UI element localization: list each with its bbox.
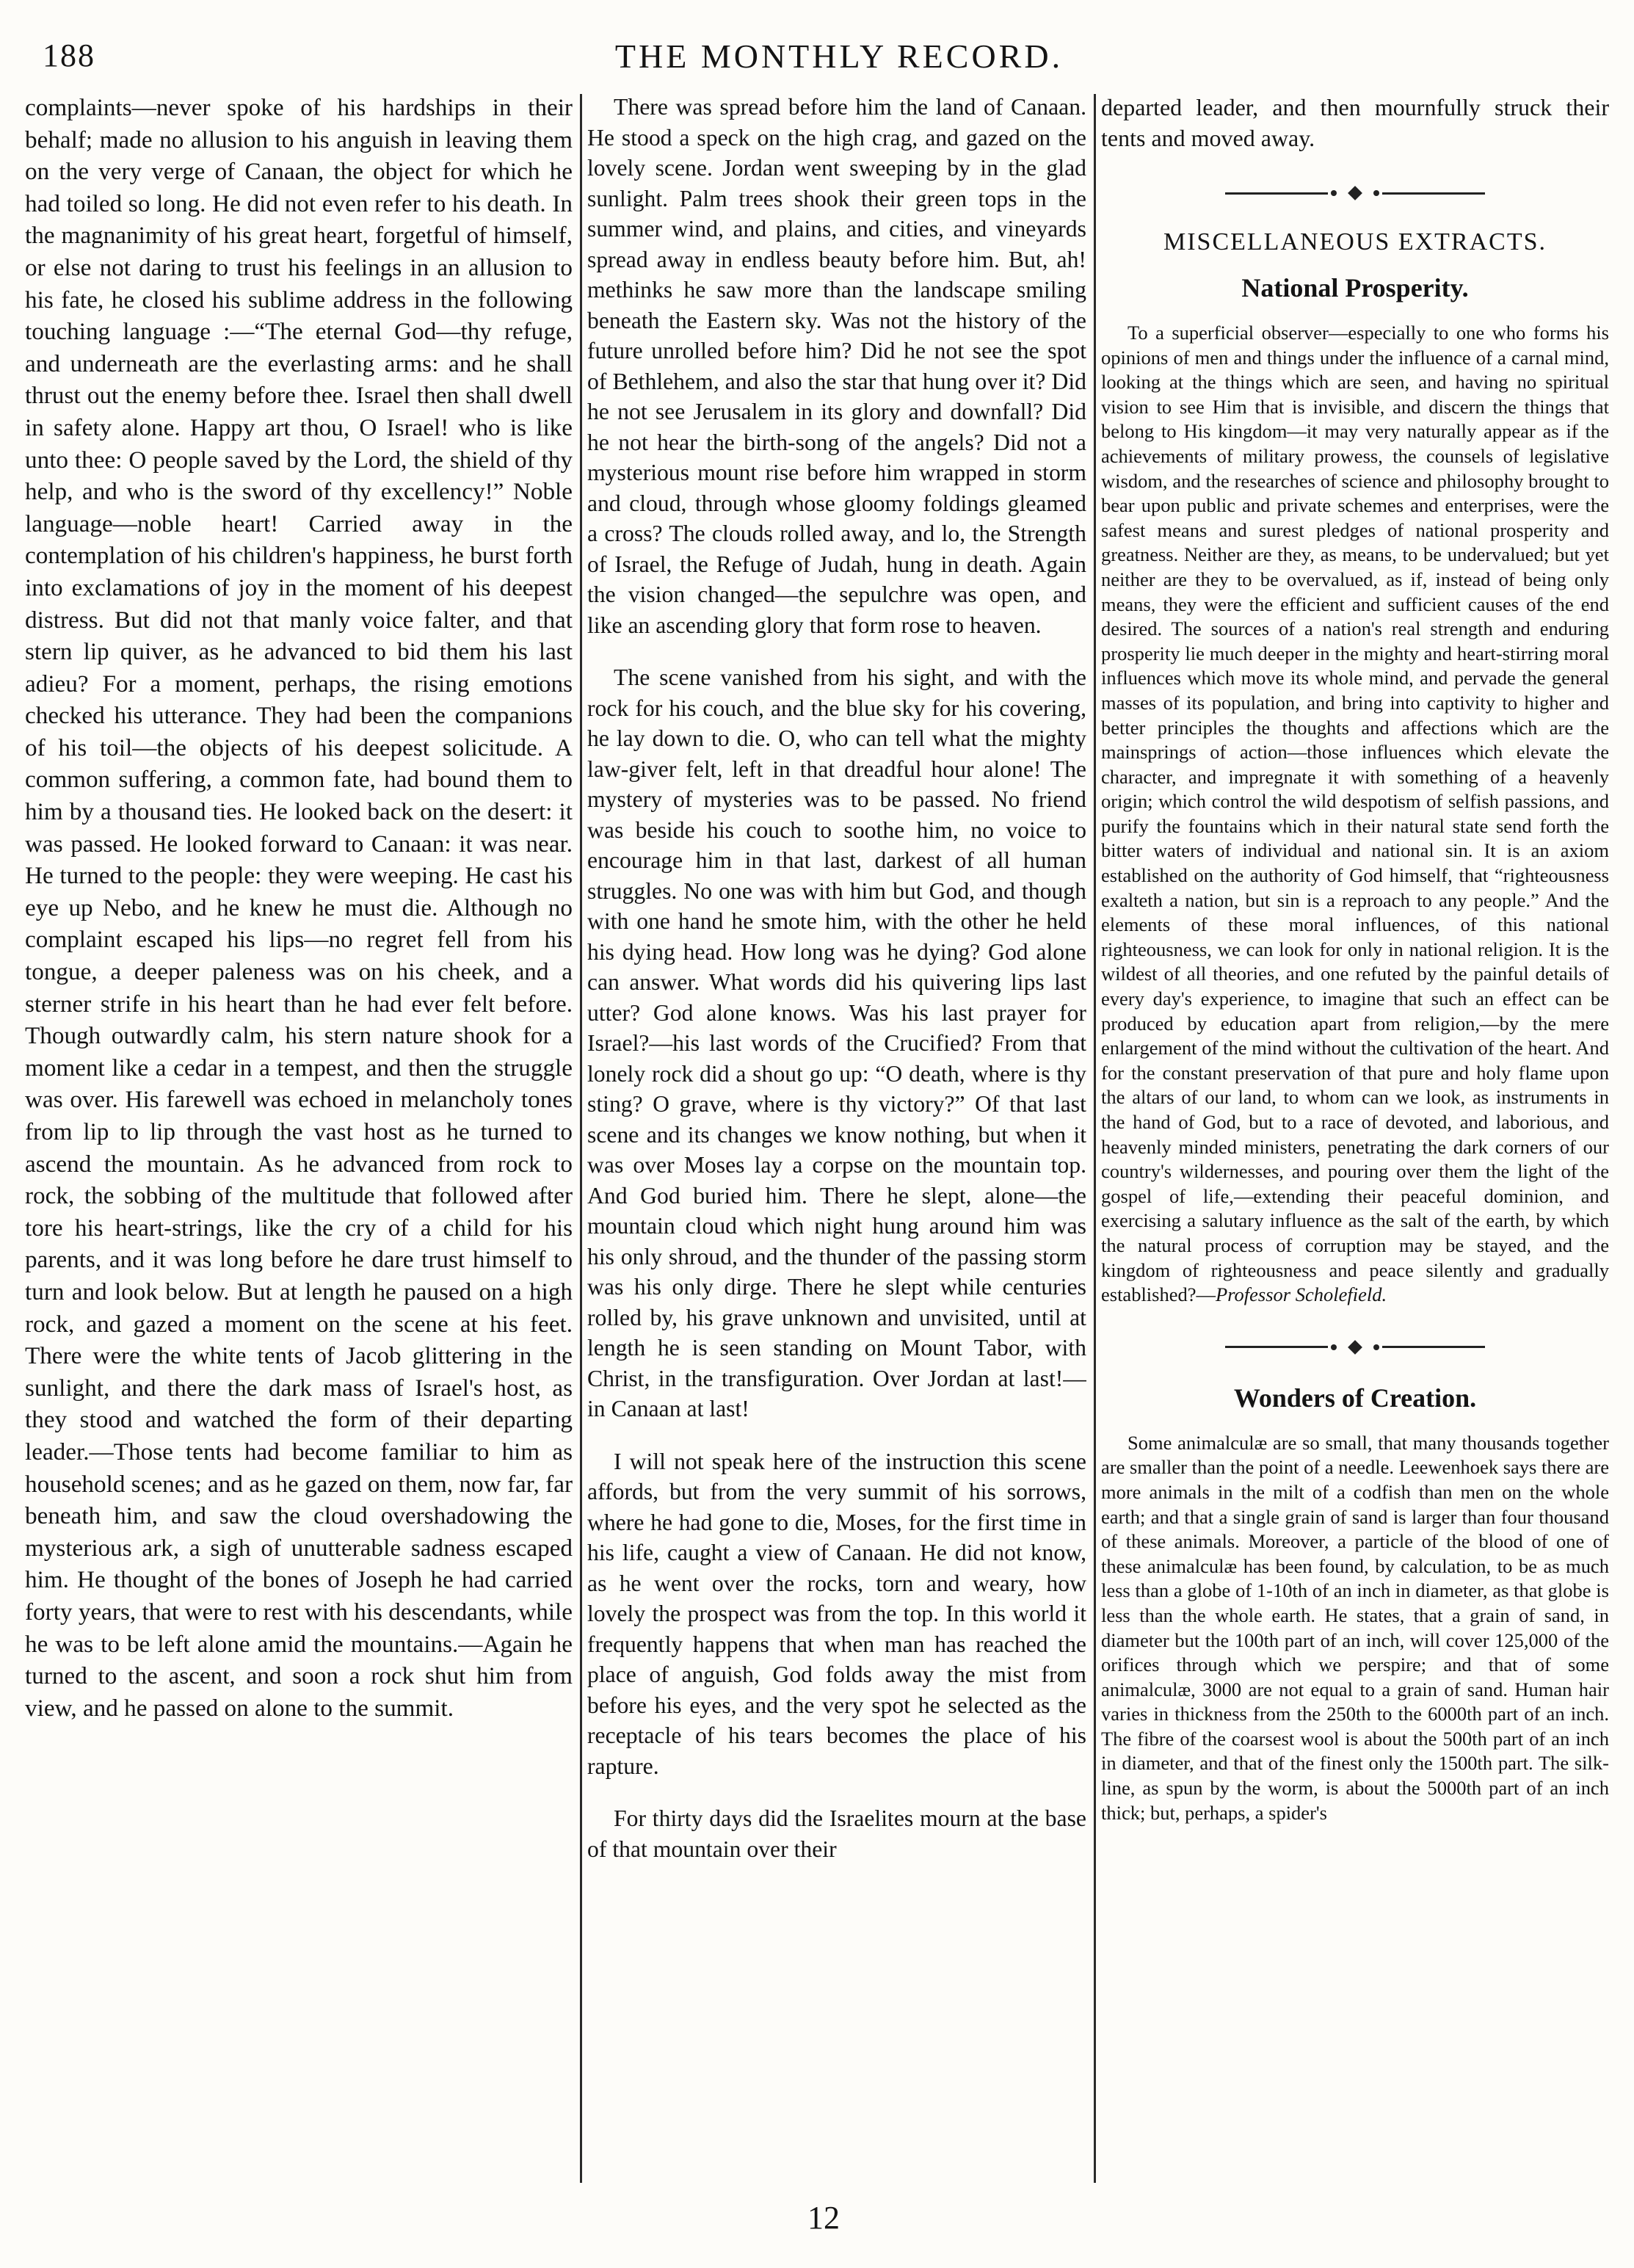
article-body xyxy=(1101,321,1609,1308)
section-heading: MISCELLANEOUS EXTRACTS. xyxy=(1163,228,1547,256)
paragraph: The scene vanished from his sight, and with the rock for his couch, and the blue sky for his covering, he lay down to die. O, who can tell what the mighty law-giver felt, left in that dreadful hour alone! The mystery of mysteries was to be passed. No friend was beside his couch to soothe him, no voice to encourage him in that last, darkest of all human struggles. No one was with him but God, and though with one hand he smote him, with the other he held his dying head. How long was he dying? God alone can answer. What words did his quivering lips last utter? God alone knows. Was his last prayer for Israel?—his last words of the Crucified? From that lonely rock did a shout go up: “O death, where is thy sting? O grave, where is thy victory?” Of that last scene and its changes we know nothing, but when it was over Moses lay a corpse on the mountain top. And God buried him. There he slept, alone—the mountain cloud which night hung around him was his only shroud, and the thunder of the passing storm was his only dirge. There he slept while centuries rolled by, his grave unknown and unvisited, until at length he is seen standing on Mount Tabor, with Christ, in the transfiguration. Over Jordan at last!—in Canaan at last! xyxy=(587,664,1086,1421)
column-left xyxy=(25,92,573,2184)
ornament-dot xyxy=(1373,190,1379,196)
article-text: To a superficial observer—especially to one who forms his opinions of men and things under the influence of a carnal mind, looking at the things which are seen, and having no spiritual vision to see Him that is invisible, and discern the things that belong to His kingdom—it may very naturally appear as if the achievements of military prowess, the counsels of legislative wisdom, and the researches of science and philosophy brought to bear upon public and private schemes and enterprises, were the safest means and surest pledges of national prosperity and greatness. Neither are they, as means, to be undervalued; but yet neither are they to be overvalued, as if, instead of being only means, they were the efficient and sufficient causes of the end desired. The sources of a nation's real strength and enduring prosperity lie much deeper in the mighty and heart-stirring moral influences which move its whole mind, and pervade the general masses of its population, and bring into captivity to higher and better principles the thoughts and affections which are the mainsprings of action—those influences which elevate the character, and impregnate it with something of a heavenly origin; which control the wild despotism of selfish passions, and purify the fountains which in their natural state send forth the bitter waters of individual and national sin. It is an axiom established on the authority of God himself, that “righteousness exalteth a nation, but sin is a reproach to any people.” And the elements of these moral influences, of this national righteousness, we can look for only in national religion. It is the wildest of all theories, and one refuted by the painful details of every day's experience, to imagine that such an effect can be produced by education apart from religion,—by the mere enlargement of the mind without the cultivation of the heart. And for the constant preservation of that pure and holy flame upon the altars of our land, to whom can we look, as instruments in the hand of God, but to a race of devoted, and laborious, and heavenly minded ministers, penetrating the dark corners of our country's wildernesses, and pouring over them the light of the gospel of life,—extending their peaceful dominion, and exercising a salutary influence as the salt of the earth, by which the natural process of corruption may be stayed, and the kingdom of righteousness and peace silently and gradually established?— xyxy=(1101,322,1609,1306)
column-middle xyxy=(587,92,1086,2184)
article-body: Some animalculæ are so small, that many thousands together are smaller than the point of a needle. Leewenhoek says there are more animals in the milt of a codfish than men on the whole earth; and that a single grain of sand is larger than four thousand of these animals. Moreover, a particle of the blood of one of these animalculæ has been found, by calculation, to be as much less than a globe of 1-10th of an inch in diameter, as that globe is less than the whole earth. He states, that a grain of sand, in diameter but the 100th part of an inch, will cover 125,000 of the orifices through which we perspire; and that of some animalculæ, 3000 are not equal to a grain of sand. Human hair varies in thickness from the 250th to the 6000th part of an inch. The fibre of the coarsest wool is about the 500th part of an inch in diameter, and that of the finest only the 1500th part. The silk-line, as spun by the worm, is about the 5000th part of an inch thick; but, perhaps, a spider's xyxy=(1101,1431,1609,1824)
paragraph: complaints—never spoke of his hardships in their behalf; made no allusion to his anguish in leaving them on the very verge of Canaan, the object for which he had toiled so long. He did not even refer to his death. In the magnanimity of his great heart, forgetful of himself, or else not daring to trust his feelings in an allusion to his fate, he closed his sublime address in the following touching language :—“The eternal God—thy refuge, and underneath are the everlasting arms: and he shall thrust out the enemy before thee. Israel then shall dwell in safety alone. Happy art thou, O Israel! who is like unto thee: O people saved by the Lord, the shield of thy help, and who is the sword of thy excellency!” Noble language—noble heart! Carried away in the contemplation of his children's happiness, he burst forth into exclamations of joy in the moment of his deepest distress. But did not that manly voice falter, and that stern lip quiver, as he advanced to bid them his last adieu? For a moment, perhaps, the rising emotions checked his utterance. They had been the companions of his toil—the objects of his deepest solicitude. A common suffering, a common fate, had bound them to him by a thousand ties. He looked back on the desert: it was passed. He looked forward to Canaan: it was near. He turned to the people: they were weeping. He cast his eye up Nebo, and he knew he must die. Although no complaint escaped his lips—no regret fell from his tongue, a deeper paleness was on his cheek, and a sterner strife in his heart than he had ever felt before. Though outwardly calm, his stern nature shook for a moment like a cedar in a tempest, and then the struggle was over. His farewell was echoed in melancholy tones from lip to lip through the vast host as he turned to ascend the mountain. As he advanced from rock to rock, the sobbing of the multitude that followed after tore his heart-strings, like the cry of a child for his parents, and it was long before he dare trust himself to turn and look below. But at length he paused on a high rock, and gazed a moment on the scene at his feet. There were the white tents of Jacob glittering in the sunlight, and there the dark mass of Israel's host, as they stood and watched the form of their departing leader.—Those tents had become familiar to him as household scenes; and as he gazed on them, now far, far beneath him, and saw the cloud overshadowing the mysterious ark, a sigh of unutterable sadness escaped him. He thought of the bones of Joseph he had carried forty years, that were to rest with his descendants, while he was to be left alone amid the mountains.—Again he turned to the ascent, and soon a rock shut him from view, and he passed on alone to the summit. xyxy=(25,94,573,1722)
ornament-rule xyxy=(1382,1346,1485,1348)
folio-number: 12 xyxy=(807,2200,840,2236)
article-title: National Prosperity. xyxy=(1241,273,1469,302)
ornament-dot xyxy=(1331,1344,1337,1350)
ornament-dot xyxy=(1331,190,1337,196)
running-title: THE MONTHLY RECORD. xyxy=(614,37,1064,75)
ornament-dot xyxy=(1373,1344,1379,1350)
paragraph-continued: departed leader, and then mournfully struck their tents and moved away. xyxy=(1101,94,1609,151)
attribution: Professor Scholefield. xyxy=(1216,1283,1387,1306)
column-rule-left xyxy=(580,94,582,2183)
ornament-rule xyxy=(1225,1346,1328,1348)
ornament-diamond xyxy=(1348,186,1362,200)
ornament-divider xyxy=(1101,1333,1609,1362)
paragraph: For thirty days did the Israelites mourn at the base of that mountain over their xyxy=(587,1805,1086,1862)
page-number: 188 xyxy=(43,37,95,73)
column-rule-right xyxy=(1094,94,1096,2183)
column-right xyxy=(1101,92,1609,2184)
paragraph: I will not speak here of the instruction this scene affords, but from the very summit of his sorrows, where he had gone to die, Moses, for the first time in his life, caught a view of Canaan. He did not know, as he went over the rocks, torn and weary, how lovely the prospect was from the top. In this world it frequently happens that when man has reached the place of anguish, God folds away the mist from before his eyes, and the very spot he selected as the receptacle of his tears becomes the place of his rapture. xyxy=(587,1448,1086,1779)
ornament-divider xyxy=(1101,178,1609,208)
paragraph: There was spread before him the land of Canaan. He stood a speck on the high crag, and gazed on the lovely scene. Jordan went sweeping by in the glad sunlight. Palm trees shook their green tops in the summer wind, and plains, and cities, and vineyards spread away in endless beauty before him. But, ah! methinks he saw more than the landscape smiling beneath the Eastern sky. Was not the history of the future unrolled before him? Did he not see the spot of Bethlehem, and also the star that hung over it? Did he not see Jerusalem in its glory and downfall? Did he not hear the birth-song of the angels? Did not a mysterious mount rise before him wrapped in storm and cloud, through whose gloomy foldings gleamed a cross? The clouds rolled away, and lo, the Strength of Israel, the Refuge of Judah, hung in death. Again the vision changed—the sepulchre was open, and like an ascending glory that form rose to heaven. xyxy=(587,94,1086,638)
ornament-rule xyxy=(1382,192,1485,195)
ornament-diamond xyxy=(1348,1340,1362,1355)
article-title: Wonders of Creation. xyxy=(1233,1383,1477,1413)
ornament-rule xyxy=(1225,192,1328,195)
page-header xyxy=(0,37,1634,81)
